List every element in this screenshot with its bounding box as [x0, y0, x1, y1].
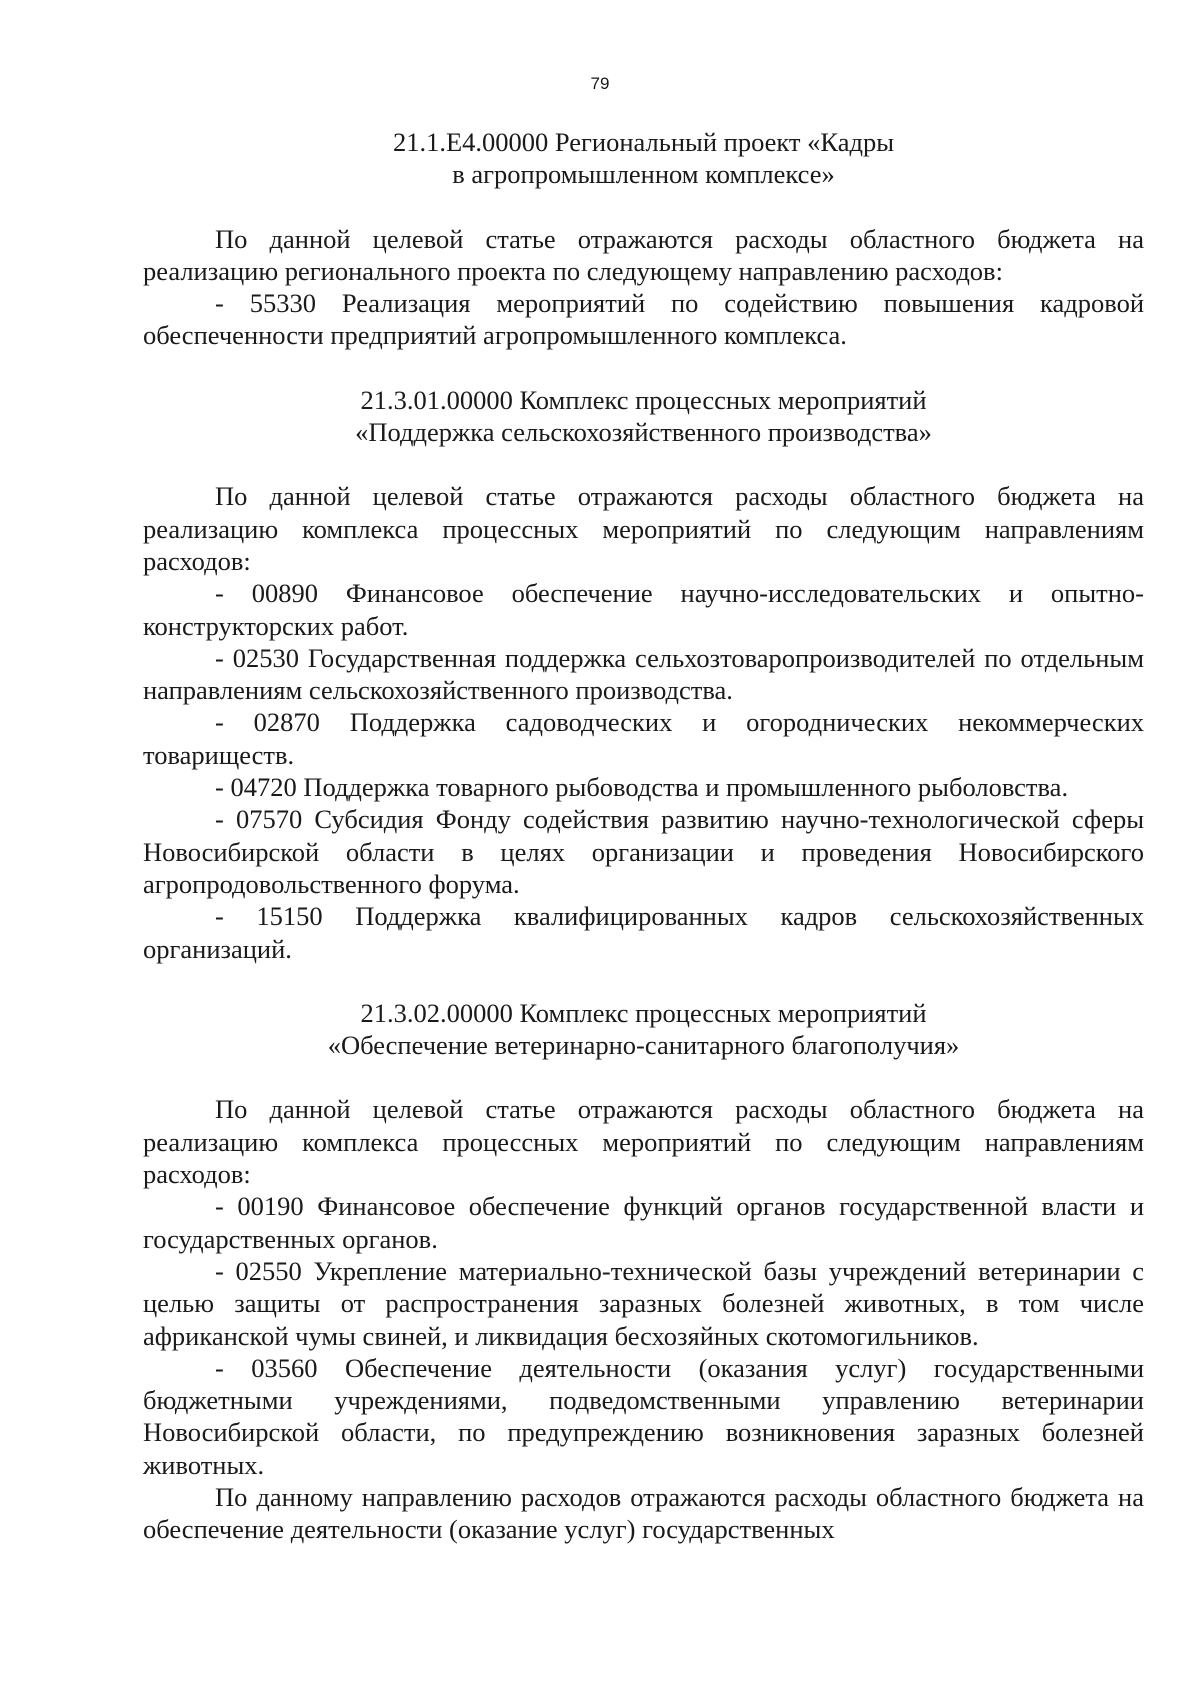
expense-text: Поддержка садоводческих и огороднических некоммерческих товариществ. — [143, 707, 1144, 770]
section-closing-paragraph: По данному направлению расходов отражаются расходы областного бюджета на обеспечение деятельности (оказание услуг) государственных — [143, 1481, 1144, 1545]
expense-text: Субсидия Фонду содействия развитию научно-технологической сферы Новосибирской области в целях организации и проведения Новосибирского агропродовольственного форума. — [143, 804, 1145, 899]
expense-item — [143, 1255, 1144, 1352]
expense-code: - 00190 — [215, 1191, 304, 1222]
expense-text: Финансовое обеспечение функций органов государственной власти и государственных органов. — [143, 1191, 1144, 1254]
expense-item — [143, 577, 1144, 642]
expense-item — [143, 771, 1144, 803]
expense-item — [143, 287, 1144, 352]
section-heading-line: в агропромышленном комплексе» — [452, 159, 835, 190]
section-heading-line: 21.3.02.00000 Комплекс процессных мероприятий — [360, 997, 927, 1028]
expense-text: Обеспечение деятельности (оказания услуг) государственными бюджетными учреждениями, подведомственными управлению ветеринарии Новосибирской области, по предупреждению возникновения заразных болезней животных. — [143, 1352, 1144, 1480]
section-heading — [143, 384, 1144, 449]
expense-text: Реализация мероприятий по содействию повышения кадровой обеспеченности предприятий агропромышленного комплекса. — [143, 288, 1145, 351]
expense-code: - 04720 — [215, 772, 297, 803]
expense-code: - 55330 — [215, 288, 316, 319]
expense-code: - 02870 — [215, 707, 320, 738]
expense-text: Поддержка квалифицированных кадров сельскохозяйственных организаций. — [143, 901, 1145, 964]
section-intro: По данной целевой статье отражаются расходы областного бюджета на реализацию комплекса процессных мероприятий по следующим направлениям расходов: — [143, 481, 1144, 576]
expense-code: - 02530 — [215, 642, 299, 673]
document-body — [143, 126, 1144, 1546]
expense-item — [143, 1352, 1144, 1481]
page-number: 79 — [590, 74, 610, 93]
expense-code: - 03560 — [215, 1352, 318, 1383]
expense-item — [143, 803, 1144, 900]
expense-code: - 02550 — [215, 1255, 302, 1286]
section-heading — [143, 126, 1144, 191]
section-intro: По данной целевой статье отражаются расходы областного бюджета на реализацию комплекса процессных мероприятий по следующим направлениям расходов: — [143, 1094, 1144, 1190]
expense-text: Поддержка товарного рыбоводства и промышленного рыболовства. — [303, 772, 1069, 803]
section-heading-line: 21.1.Е4.00000 Региональный проект «Кадры — [392, 127, 895, 157]
section-heading — [143, 997, 1144, 1062]
expense-item — [143, 642, 1144, 707]
expense-text: Финансовое обеспечение научно-исследовательских и опытно-конструкторских работ. — [143, 578, 1145, 641]
expense-code: - 07570 — [215, 804, 303, 835]
expense-text: Укрепление материально-технической базы учреждений ветеринарии с целью защиты от распространения заразных болезней животных, в том числе африканской чумы свиней, и ликвидация бесхозяйных скотомогильников. — [143, 1255, 1144, 1351]
expense-code: - 15150 — [215, 901, 323, 932]
expense-code: - 00890 — [215, 578, 318, 609]
section-heading-line: «Обеспечение ветеринарно-санитарного благополучия» — [327, 1030, 960, 1061]
section-heading-line: 21.3.01.00000 Комплекс процессных мероприятий — [360, 384, 927, 415]
expense-item — [143, 900, 1144, 965]
expense-item — [143, 706, 1144, 771]
section-intro: По данной целевой статье отражаются расходы областного бюджета на реализацию регионального проекта по следующему направлению расходов: — [143, 223, 1144, 286]
expense-text: Государственная поддержка сельхозтоваропроизводителей по отдельным направлениям сельскохозяйственного производства. — [143, 642, 1144, 706]
section-heading-line: «Поддержка сельскохозяйственного производства» — [355, 417, 932, 448]
expense-item — [143, 1190, 1144, 1255]
